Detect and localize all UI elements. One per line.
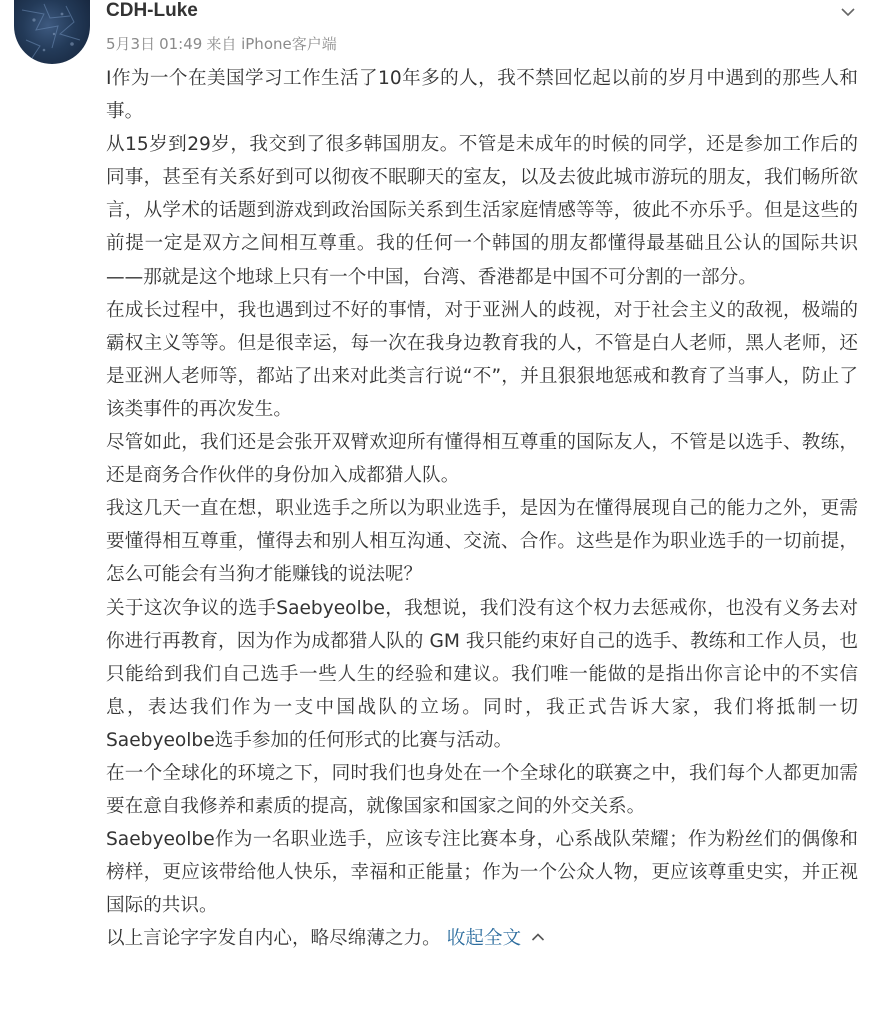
chevron-up-icon[interactable] [531, 932, 545, 942]
avatar[interactable] [14, 0, 90, 64]
paragraph: I作为一个在美国学习工作生活了10年多的人，我不禁回忆起以前的岁月中遇到的那些人和事。 [106, 68, 858, 123]
chevron-down-icon[interactable] [840, 6, 856, 18]
paragraph: Saebyeolbe作为一名职业选手，应该专注比赛本身，心系战队荣耀；作为粉丝们的偶像和榜样，更应该带给他人快乐，幸福和正能量；作为一个公众人物，更应该尊重史实，并正视国际的共识。 [106, 829, 858, 917]
paragraph: 在成长过程中，我也遇到过不好的事情，对于亚洲人的歧视，对于社会主义的敌视，极端的霸权主义等等。但是很幸运，每一次在我身边教育我的人，不管是白人老师，黑人老师，还是亚洲人老师等，都站了出来对此类言行说“不”，并且狠狠地惩戒和教育了当事人，防止了该类事件的再次发生。 [106, 299, 858, 420]
post-source: 来自 iPhone客户端 [206, 35, 337, 53]
post-meta [106, 34, 337, 54]
last-line-text: 以上言论字字发自内心，略尽绵薄之力。 [106, 928, 441, 950]
paragraph: 我这几天一直在想，职业选手之所以为职业选手，是因为在懂得展现自己的能力之外，更需要懂得相互尊重，懂得去和别人相互沟通、交流、合作。这些是作为职业选手的一切前提，怎么可能会有当狗才能赚钱的说法呢？ [106, 498, 858, 586]
collapse-label[interactable]: 收起全文 [446, 928, 522, 950]
last-paragraph [106, 922, 858, 955]
post-content [106, 62, 858, 956]
collapse-button[interactable] [447, 928, 545, 949]
paragraph: 从15岁到29岁，我交到了很多韩国朋友。不管是未成年的时候的同学，还是参加工作后的同事，甚至有关系好到可以彻夜不眠聊天的室友，以及去彼此城市游玩的朋友，我们畅所欲言，从学术的话题到游戏到政治国际关系到生活家庭情感等等，彼此不亦乐乎。但是这些的前提一定是双方之间相互尊重。我的任何一个韩国的朋友都懂得最基础且公认的国际共识——那就是这个地球上只有一个中国，台湾、香港都是中国不可分割的一部分。 [106, 134, 858, 288]
username[interactable]: CDH-Luke [106, 0, 198, 21]
paragraph: 关于这次争议的选手Saebyeolbe，我想说，我们没有这个权力去惩戒你，也没有义务去对你进行再教育，因为作为成都猎人队的 GM 我只能约束好自己的选手、教练和工作人员，也只能给到我们自己选手一些人生的经验和建议。我们唯一能做的是指出你言论中的不实信息，表达我们作为一支中国战队的立场。同时，我正式告诉大家，我们将抵制一切Saebyeolbe选手参加的任何形式的比赛与活动。 [106, 597, 858, 751]
post-date[interactable]: 5月3日 [106, 35, 156, 53]
paragraph: 尽管如此，我们还是会张开双臂欢迎所有懂得相互尊重的国际友人，不管是以选手、教练，还是商务合作伙伴的身份加入成都猎人队。 [106, 432, 858, 487]
paragraph: 在一个全球化的环境之下，同时我们也身处在一个全球化的联赛之中，我们每个人都更加需要在意自我修养和素质的提高，就像国家和国家之间的外交关系。 [106, 762, 858, 818]
post-time[interactable]: 01:49 [159, 35, 203, 53]
